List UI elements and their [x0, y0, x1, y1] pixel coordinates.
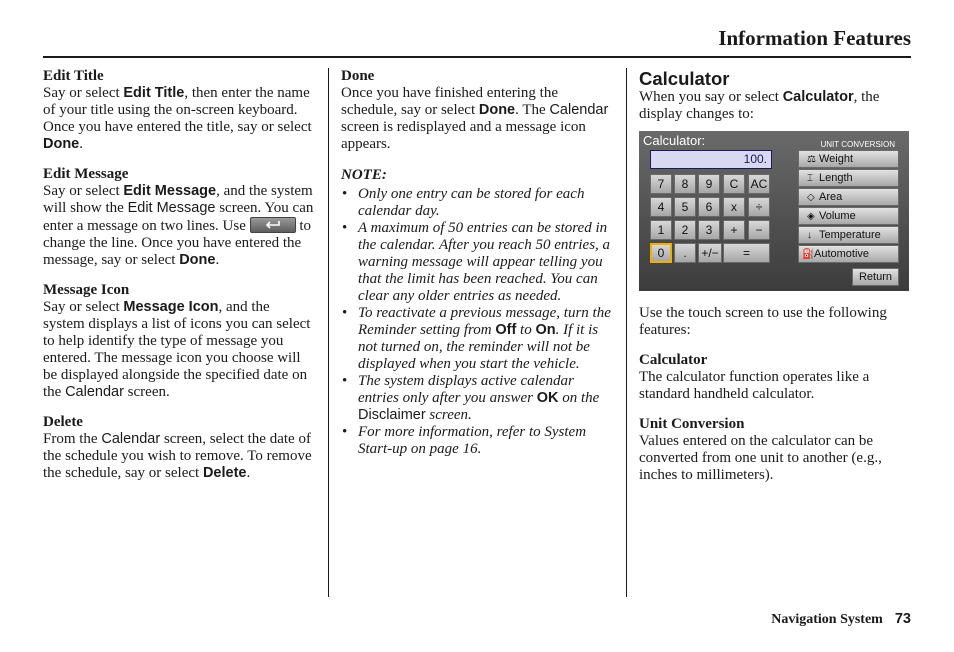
fuel-pump-icon: ⛽: [802, 249, 815, 260]
text: to: [516, 322, 536, 338]
key-minus[interactable]: −: [748, 220, 770, 240]
section-unit-conversion: [639, 416, 911, 484]
screen-name: Calendar: [101, 431, 161, 447]
command-label: Done: [478, 102, 516, 118]
section-edit-message: [43, 166, 315, 269]
column-right: [639, 68, 911, 497]
key-0[interactable]: 0: [650, 243, 672, 263]
unit-label: Area: [819, 191, 843, 203]
section-body: The calculator function operates like a standard handheld calculator.: [639, 369, 870, 402]
key-9[interactable]: 9: [698, 174, 720, 194]
text: , and the system displays a list of icons you can select to help identify the type of message you entered. The message icon you choose will be displayed alongside the specified date on the: [43, 299, 311, 400]
calculator-screen: [639, 131, 909, 291]
text: on the: [558, 390, 600, 406]
command-label: Delete: [202, 465, 247, 481]
section-calculator: [639, 352, 911, 403]
unit-length-button[interactable]: [798, 169, 899, 187]
section-body: [341, 85, 616, 153]
unit-label: Volume: [819, 210, 856, 222]
text: .: [246, 465, 251, 481]
section-heading: Delete: [43, 414, 83, 430]
key-multiply[interactable]: x: [723, 197, 745, 217]
note-item: [341, 305, 616, 373]
key-plus[interactable]: +: [723, 220, 745, 240]
section-delete: [43, 414, 315, 482]
key-4[interactable]: 4: [650, 197, 672, 217]
text: Only one entry can be stored for each calendar day.: [358, 186, 585, 219]
text: screen.: [425, 407, 472, 423]
footer-label: Navigation System: [771, 612, 883, 627]
screen-name: Disclaimer: [358, 407, 426, 423]
note-item: [341, 220, 616, 305]
section-done: [341, 68, 616, 153]
unit-area-button[interactable]: [798, 188, 899, 206]
unit-label: Temperature: [819, 229, 881, 241]
command-label: Edit Title: [123, 85, 185, 101]
key-7[interactable]: 7: [650, 174, 672, 194]
unit-automotive-button[interactable]: [798, 245, 899, 263]
text: screen, select the date of the schedule you wish to remove. To remove the schedule, say or select: [43, 431, 312, 481]
section-body: [43, 85, 315, 153]
command-label: Done: [179, 252, 216, 268]
screen-name: Edit Message: [127, 200, 216, 216]
text: To reactivate a previous message, turn the Reminder setting from: [358, 305, 611, 338]
text: A maximum of 50 entries can be stored in the calendar. After you reach 50 entries, a warning message will appear telling you that the limit has been reached. You can clear any older entries as needed.: [358, 220, 611, 304]
calculator-display: [650, 150, 772, 169]
enter-key-icon: [250, 217, 296, 233]
text: screen.: [123, 384, 170, 400]
command-label: Message Icon: [123, 299, 219, 315]
key-equals[interactable]: =: [723, 243, 770, 263]
key-clear[interactable]: C: [723, 174, 745, 194]
display-value: 100.: [743, 152, 767, 166]
text: Say or select: [43, 85, 124, 101]
volume-icon: ◈: [807, 211, 815, 222]
text: Once you have finished entering the schedule, say or select: [341, 85, 559, 118]
touch-text: Use the touch screen to use the following features:: [639, 305, 887, 338]
weight-icon: ⚖: [807, 154, 816, 165]
note-list: [341, 186, 616, 458]
note-item: [341, 373, 616, 424]
unit-temperature-button[interactable]: [798, 226, 899, 244]
section-heading: Edit Message: [43, 166, 129, 182]
column-divider: [328, 68, 329, 597]
key-2[interactable]: 2: [674, 220, 696, 240]
section-heading: Done: [341, 68, 375, 84]
section-heading: Calculator: [639, 352, 708, 368]
key-3[interactable]: 3: [698, 220, 720, 240]
unit-weight-button[interactable]: [798, 150, 899, 168]
header-rule: [43, 56, 911, 58]
page-title: Information Features: [718, 26, 911, 50]
key-decimal[interactable]: .: [674, 243, 696, 263]
column-middle: [341, 68, 616, 458]
section-heading: Message Icon: [43, 282, 130, 298]
screen-name: Calendar: [65, 384, 124, 400]
text: When you say or select: [639, 89, 783, 105]
section-edit-title: [43, 68, 315, 153]
section-heading: Edit Title: [43, 68, 104, 84]
text: For more information, refer to System Start-up on page 16.: [358, 424, 587, 457]
key-1[interactable]: 1: [650, 220, 672, 240]
text: screen. You can enter a message on two lines. Use: [43, 200, 314, 234]
unit-label: Length: [819, 172, 853, 184]
command-label: Off: [495, 322, 517, 338]
section-body: Values entered on the calculator can be converted from one unit to another (e.g., inches to millimeters).: [639, 433, 882, 483]
key-6[interactable]: 6: [698, 197, 720, 217]
intro-text: [639, 89, 911, 123]
note-item: [341, 424, 616, 458]
note-item: [341, 186, 616, 220]
text: , and the system will show the: [43, 183, 313, 216]
unit-label: Automotive: [814, 248, 870, 260]
text: .: [215, 252, 220, 268]
text: Say or select: [43, 299, 124, 315]
text: , the display changes to:: [639, 89, 880, 122]
note-heading: NOTE:: [341, 167, 387, 183]
command-label: On: [535, 322, 556, 338]
section-body: [43, 183, 315, 269]
page-number: 73: [894, 611, 911, 627]
command-label: Done: [43, 136, 80, 152]
key-all-clear[interactable]: AC: [748, 174, 770, 194]
text: From the: [43, 431, 102, 447]
text: . If it is not turned on, the reminder will not be displayed when you start the vehicle.: [358, 322, 599, 372]
command-label: Calculator: [782, 89, 854, 105]
area-icon: ◇: [807, 192, 815, 203]
page-footer: [771, 611, 911, 628]
length-icon: ⌶: [807, 173, 813, 184]
command-label: OK: [536, 390, 559, 406]
return-button[interactable]: Return: [852, 268, 899, 286]
screen-title: Calculator:: [643, 133, 706, 148]
unit-conversion-label: UNIT CONVERSION: [820, 140, 895, 149]
text: , then enter the name of your title using the on-screen keyboard. Once you have entered the title, say or select: [43, 85, 312, 135]
screen-name: Calendar: [549, 102, 609, 118]
column-divider: [626, 68, 627, 597]
text: screen is redisplayed and a message icon appears.: [341, 119, 586, 152]
text: Say or select: [43, 183, 124, 199]
thermometer-icon: ↓: [807, 230, 812, 241]
section-message-icon: [43, 282, 315, 401]
section-heading: Unit Conversion: [639, 416, 745, 432]
key-5[interactable]: 5: [674, 197, 696, 217]
section-body: [43, 431, 315, 482]
unit-volume-button[interactable]: [798, 207, 899, 225]
text: to change the line. Once you have entered the message, say or select: [43, 218, 312, 268]
text: The system displays active calendar entries only after you answer: [358, 373, 574, 406]
text: . The: [515, 102, 550, 118]
key-plus-minus[interactable]: +/−: [698, 243, 722, 263]
section-title: Calculator: [639, 68, 730, 89]
command-label: Edit Message: [123, 183, 217, 199]
column-left: [43, 68, 315, 495]
section-body: [43, 299, 315, 401]
text: .: [79, 136, 83, 152]
unit-label: Weight: [819, 153, 854, 165]
key-8[interactable]: 8: [674, 174, 696, 194]
key-divide[interactable]: ÷: [748, 197, 770, 217]
